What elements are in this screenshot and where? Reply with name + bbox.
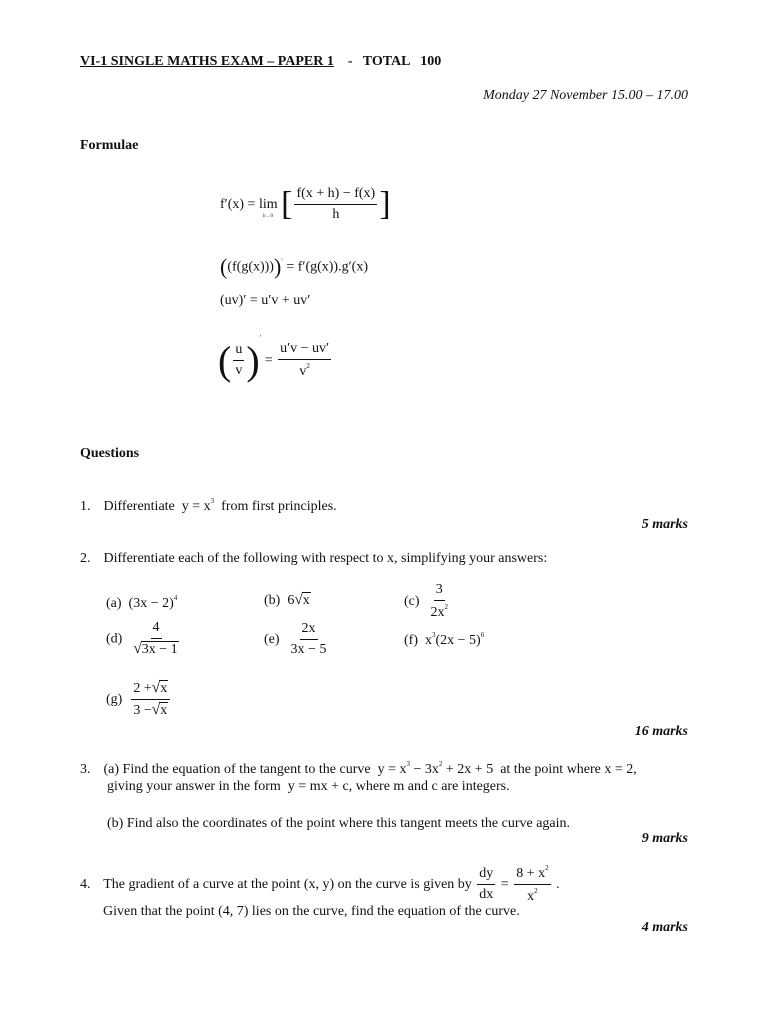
question-3a-expr-1: y = x bbox=[377, 762, 407, 777]
question-3a-exp-1: 3 bbox=[406, 760, 410, 768]
exam-title-main: VI-1 SINGLE MATHS EXAM – PAPER 1 bbox=[80, 54, 334, 69]
question-2d: (d) 4 √ 3x − 1 bbox=[106, 620, 178, 658]
question-4-dx: dx bbox=[479, 887, 494, 903]
question-2c bbox=[404, 582, 452, 621]
question-3a bbox=[80, 760, 637, 779]
question-4-period: . bbox=[556, 876, 560, 892]
question-2a-expression: (3x − 2) bbox=[128, 596, 174, 611]
question-2a bbox=[106, 594, 177, 613]
question-2c-numerator: 3 bbox=[434, 582, 445, 601]
question-2-marks: 16 marks bbox=[634, 724, 688, 739]
question-2e bbox=[264, 621, 330, 658]
question-2f bbox=[404, 631, 484, 650]
question-2f-label: (f) bbox=[404, 633, 418, 648]
question-4-marks: 4 marks bbox=[641, 920, 688, 935]
formula-quotient-denominator-exp: 2 bbox=[306, 362, 310, 371]
exam-total: TOTAL 100 bbox=[362, 54, 442, 69]
question-2f-parenthesis-exponent: 6 bbox=[480, 631, 485, 639]
question-2d-label: (d) bbox=[106, 631, 123, 647]
exam-title-separator: - bbox=[347, 54, 353, 69]
exam-title bbox=[80, 54, 441, 71]
question-2g-denominator-prefix: 3 − bbox=[133, 702, 152, 718]
question-4-rhs-denominator: x bbox=[527, 889, 535, 905]
question-3a-line2-pre: giving your answer in the form bbox=[107, 779, 281, 794]
question-3a-exp-2: 2 bbox=[438, 760, 443, 768]
question-2c-denominator: 2x bbox=[430, 605, 445, 621]
question-3b: (b) Find also the coordinates of the point where this tangent meets the curve again. bbox=[107, 816, 571, 831]
question-2 bbox=[80, 551, 547, 568]
formula-chain-rule: ((f(g(x))))′ = f′(g(x)).g′(x) bbox=[220, 254, 368, 279]
exam-date: Monday 27 November 15.00 – 17.00 bbox=[483, 88, 688, 103]
question-2f-base-exponent: 3 bbox=[432, 631, 436, 639]
question-1 bbox=[80, 497, 337, 516]
formula-quotient-denominator: v bbox=[299, 364, 307, 380]
question-2e-numerator: 2x bbox=[300, 621, 318, 640]
question-4-text: The gradient of a curve at the point (x, y) on the curve is given by bbox=[103, 876, 472, 892]
question-4-equals: = bbox=[500, 876, 509, 892]
question-2a-label: (a) bbox=[106, 596, 122, 611]
question-2f-base: x bbox=[425, 633, 432, 648]
question-1-number: 1. bbox=[80, 499, 91, 514]
question-3-number: 3. bbox=[80, 762, 91, 777]
question-4-number: 4. bbox=[80, 876, 91, 892]
formula-first-principles-denominator: h bbox=[332, 207, 340, 223]
formula-quotient-rule: ( $\frac{u}{v}$ )′ = $\frac{u'v - uv'}{v^2}$ bbox=[218, 334, 330, 383]
question-2c-label: (c) bbox=[404, 593, 420, 609]
formula-quotient-v: v bbox=[235, 363, 243, 379]
question-4-rhs-numerator-exp: 2 bbox=[545, 864, 549, 872]
question-4-line-2: Given that the point (4, 7) lies on the curve, find the equation of the curve. bbox=[103, 904, 520, 919]
formula-lim-sub: h→0 bbox=[262, 213, 273, 219]
question-2e-denominator: 3x − 5 bbox=[290, 642, 327, 658]
questions-heading: Questions bbox=[80, 446, 140, 461]
question-2g-label: (g) bbox=[106, 691, 123, 707]
question-2b: (b) 6 √ x bbox=[264, 591, 310, 608]
formula-lim: lim bbox=[258, 196, 278, 212]
question-3a-text: (a) Find the equation of the tangent to the curve bbox=[103, 762, 371, 777]
question-2g-denominator-radicand: x bbox=[160, 703, 168, 719]
formula-first-principles-lhs: f′(x) = bbox=[220, 196, 256, 212]
question-2d-radicand: 3x − 1 bbox=[141, 642, 178, 658]
question-3a-text-2: at the point where x = 2, bbox=[500, 762, 637, 777]
question-1-text-before: Differentiate bbox=[103, 499, 175, 514]
formula-first-principles: f′(x) = lim h→0 [ $\frac{f(x + h) - f(x)}{h}$ ] bbox=[220, 185, 391, 223]
question-3a-expr-2: − 3x bbox=[410, 762, 439, 777]
question-2c-denominator-exp: 2 bbox=[444, 603, 449, 612]
formula-quotient-equals: = bbox=[264, 353, 273, 368]
formula-quotient-numerator: u′v − uv′ bbox=[278, 341, 331, 360]
question-3a-line-2 bbox=[107, 779, 510, 796]
question-2b-radicand: x bbox=[302, 593, 310, 608]
question-3a-line2-post: , where m and c are integers. bbox=[348, 779, 510, 794]
question-4-dy: dy bbox=[477, 866, 495, 885]
question-1-marks: 5 marks bbox=[641, 517, 688, 532]
question-2b-label: (b) bbox=[264, 592, 281, 608]
question-4-rhs-numerator: 8 + x bbox=[516, 866, 546, 881]
question-2f-parenthesis: (2x − 5) bbox=[435, 633, 481, 648]
question-2d-numerator: 4 bbox=[151, 620, 162, 639]
formula-first-principles-numerator: f(x + h) − f(x) bbox=[294, 186, 377, 205]
question-2e-label: (e) bbox=[264, 631, 280, 647]
question-2g-numerator-prefix: 2 + bbox=[133, 680, 152, 696]
question-2a-exponent: 4 bbox=[173, 594, 178, 602]
formula-chain-rule-lhs: (f(g(x))) bbox=[227, 259, 274, 275]
question-3a-expr-3: + 2x + 5 bbox=[442, 762, 494, 777]
formula-product-rule: (uv)′ = u′v + uv′ bbox=[220, 293, 311, 308]
question-4-rhs-denominator-exp: 2 bbox=[534, 887, 538, 896]
question-3a-line2-expression: y = mx + c bbox=[287, 779, 349, 794]
formula-quotient-u: u bbox=[233, 342, 244, 361]
question-4 bbox=[80, 864, 560, 905]
formula-chain-rule-rhs: = f′(g(x)).g′(x) bbox=[282, 259, 368, 275]
question-3-marks: 9 marks bbox=[641, 831, 688, 846]
question-2g-numerator-radicand: x bbox=[160, 681, 168, 696]
question-2-number: 2. bbox=[80, 551, 91, 566]
question-2-text: Differentiate each of the following with respect to x, simplifying your answers: bbox=[103, 551, 548, 566]
formulae-heading: Formulae bbox=[80, 138, 139, 153]
question-1-expression: y = x bbox=[181, 499, 211, 514]
question-1-exponent: 3 bbox=[210, 497, 215, 505]
formula-chain-rule-prime: ′ bbox=[281, 257, 283, 266]
question-1-text-after: from first principles. bbox=[221, 499, 337, 514]
question-2g: (g) 2 + √ x 3 − √ x bbox=[106, 680, 172, 719]
question-2b-coefficient: 6 bbox=[287, 592, 295, 608]
